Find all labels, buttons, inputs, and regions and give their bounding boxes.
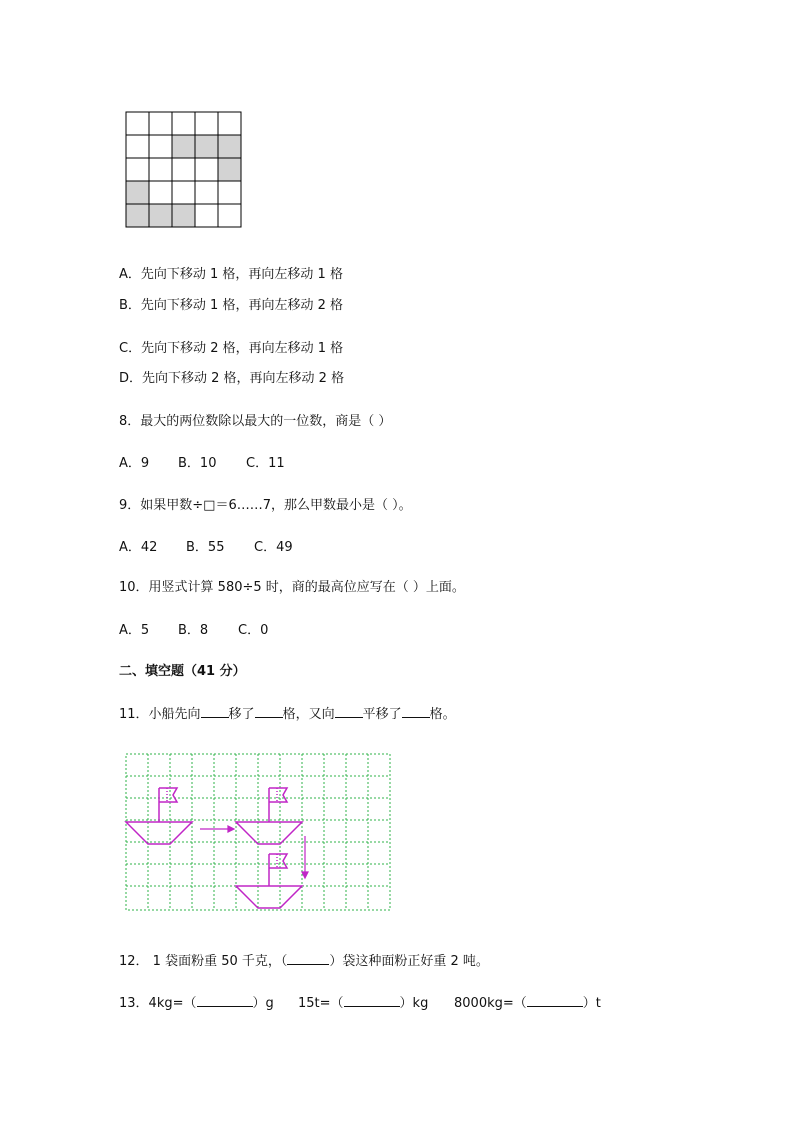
q11-boat-svg [124, 752, 392, 912]
q12-text-before: 12． 1 袋面粉重 50 千克，（ [119, 954, 288, 969]
grid-cell [126, 112, 149, 135]
q13-item-3-before: 8000kg=（ [454, 996, 527, 1011]
q7-grid-svg [125, 111, 242, 228]
grid-cell [126, 135, 149, 158]
boat-original [126, 788, 192, 844]
q11-text-3: 格，又向 [282, 707, 335, 722]
grid-cell-shaded [126, 204, 149, 227]
q7-option-c[interactable]: C．先向下移动 2 格，再向左移动 1 格 [119, 341, 344, 356]
q8-option-a[interactable]: A．9 [119, 456, 150, 471]
grid-cell [172, 158, 195, 181]
q11-stem [119, 703, 456, 722]
q10-stem: 10．用竖式计算 580÷5 时，商的最高位应写在（ ）上面。 [119, 580, 465, 595]
grid-cell [126, 158, 149, 181]
q7-option-b[interactable]: B．先向下移动 1 格，再向左移动 2 格 [119, 298, 343, 313]
q10-option-b[interactable]: B．8 [178, 623, 209, 638]
q12-stem [119, 950, 489, 969]
boat-moved-right [236, 788, 302, 844]
q12-blank[interactable] [287, 951, 329, 965]
q11-text-5: 格。 [429, 707, 456, 722]
q8-option-c[interactable]: C．11 [246, 456, 285, 471]
q7-option-a[interactable]: A．先向下移动 1 格，再向左移动 1 格 [119, 267, 343, 282]
grid-cell [149, 112, 172, 135]
q11-blank-4[interactable] [402, 704, 430, 718]
grid-cell-shaded [218, 158, 241, 181]
grid-cell [195, 158, 218, 181]
q11-text-1: 11．小船先向 [119, 707, 201, 722]
section-2-title: 二、填空题（41 分） [119, 664, 246, 679]
q13-item-2 [298, 992, 428, 1011]
q9-stem: 9．如果甲数÷□＝6……7，那么甲数最小是（ ）。 [119, 498, 412, 513]
q7-grid-figure [125, 111, 242, 228]
q8-option-b[interactable]: B．10 [178, 456, 217, 471]
grid-cell-shaded [172, 135, 195, 158]
grid-cell [195, 112, 218, 135]
grid-cell [149, 181, 172, 204]
grid-cell [149, 158, 172, 181]
q13-item-3 [454, 992, 601, 1011]
q13-blank-1[interactable] [197, 993, 253, 1007]
grid-cell-shaded [195, 135, 218, 158]
arrow-right [200, 826, 234, 832]
q13-item-2-after: ）kg [399, 996, 429, 1011]
q13-item-1-after: ）g [252, 996, 274, 1011]
q11-blank-1[interactable] [201, 704, 229, 718]
q9-option-b[interactable]: B．55 [186, 540, 225, 555]
q11-blank-3[interactable] [335, 704, 363, 718]
q13-item-2-before: 15t=（ [298, 996, 344, 1011]
q7-option-d[interactable]: D．先向下移动 2 格，再向左移动 2 格 [119, 371, 345, 386]
grid-cell [195, 181, 218, 204]
q13-item-3-after: ）t [582, 996, 601, 1011]
q13-item-1-before: 13．4kg=（ [119, 996, 197, 1011]
grid-cell-shaded [172, 204, 195, 227]
grid-cell-shaded [126, 181, 149, 204]
grid-cell [218, 181, 241, 204]
q13-blank-2[interactable] [344, 993, 400, 1007]
grid-cell-shaded [149, 204, 172, 227]
grid-cell [149, 135, 172, 158]
q11-blank-2[interactable] [255, 704, 283, 718]
q9-option-a[interactable]: A．42 [119, 540, 158, 555]
grid-cell [172, 181, 195, 204]
grid-cell [218, 204, 241, 227]
boat-moved-down [236, 854, 302, 908]
q13-item-1 [119, 992, 274, 1011]
grid-cell-shaded [218, 135, 241, 158]
grid-cell [172, 112, 195, 135]
q8-stem: 8．最大的两位数除以最大的一位数，商是（ ） [119, 414, 392, 429]
q11-boat-figure [124, 752, 392, 916]
q11-text-4: 平移了 [362, 707, 402, 722]
q10-option-a[interactable]: A．5 [119, 623, 150, 638]
q12-text-after: ）袋这种面粉正好重 2 吨。 [329, 954, 489, 969]
grid-cell [195, 204, 218, 227]
q10-option-c[interactable]: C．0 [238, 623, 269, 638]
q9-option-c[interactable]: C．49 [254, 540, 293, 555]
q13-blank-3[interactable] [527, 993, 583, 1007]
grid-cell [218, 112, 241, 135]
q11-text-2: 移了 [228, 707, 255, 722]
